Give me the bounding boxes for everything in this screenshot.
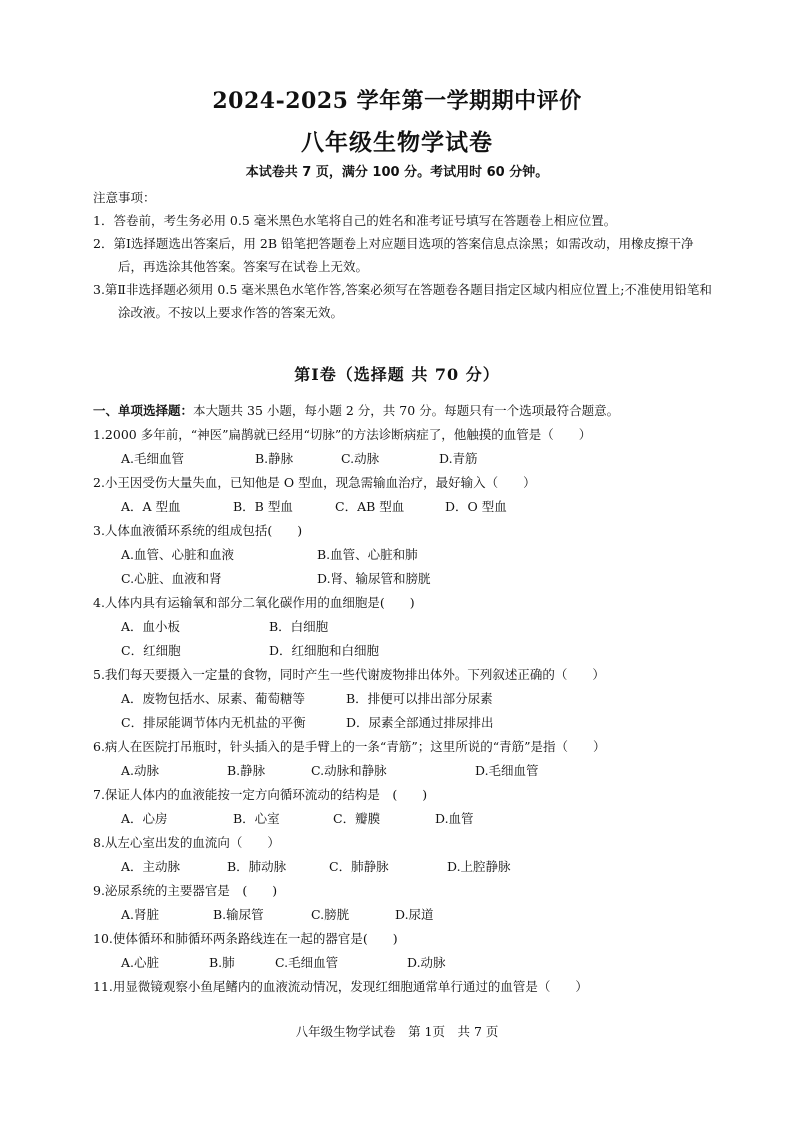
answer-option: C．瓣膜 bbox=[333, 811, 381, 826]
option-row bbox=[93, 495, 713, 519]
answer-option: A．心房 bbox=[121, 811, 168, 826]
answer-option: C．AB 型血 bbox=[335, 499, 405, 514]
exam-title: 2024-2025 学年第一学期期中评价 bbox=[212, 88, 582, 114]
answer-option: B．心室 bbox=[233, 811, 280, 826]
question-stem: 1.2000 多年前，“神医”扁鹊就已经用“切脉”的方法诊断病症了，他触摸的血管是（ ） bbox=[93, 427, 592, 442]
answer-option: D.动脉 bbox=[407, 955, 446, 970]
option-row bbox=[93, 903, 713, 927]
exam-info: 本试卷共 7 页，满分 100 分。考试用时 60 分钟。 bbox=[245, 165, 549, 180]
answer-option: B.静脉 bbox=[255, 451, 294, 466]
answer-option: B.输尿管 bbox=[213, 907, 264, 922]
section-intro bbox=[93, 399, 713, 423]
notes-section bbox=[93, 186, 713, 324]
answer-option: D.上腔静脉 bbox=[447, 859, 511, 874]
question-stem: 8.从左心室出发的血流向（ ） bbox=[93, 835, 280, 850]
answer-option: B.静脉 bbox=[227, 763, 266, 778]
answer-option: C．红细胞 bbox=[121, 643, 181, 658]
question-stem: 6.病人在医院打吊瓶时，针头插入的是手臂上的一条“青筋”；这里所说的“青筋”是指（ ） bbox=[93, 739, 606, 754]
section-intro-label: 一、单项选择题： bbox=[93, 403, 194, 418]
answer-option: B.肺 bbox=[209, 955, 235, 970]
notes-item: 1．答卷前，考生务必用 0.5 毫米黑色水笔将自己的姓名和准考证号填写在答题卷上相应位置。 bbox=[93, 213, 617, 228]
option-row bbox=[93, 687, 713, 711]
question-list bbox=[93, 399, 713, 999]
answer-option: A.心脏 bbox=[121, 955, 160, 970]
answer-option: C.毛细血管 bbox=[275, 955, 339, 970]
answer-option: B．白细胞 bbox=[269, 619, 329, 634]
answer-option: B．肺动脉 bbox=[227, 859, 287, 874]
answer-option: D.青筋 bbox=[439, 451, 478, 466]
option-row bbox=[93, 447, 713, 471]
option-row bbox=[93, 759, 713, 783]
answer-option: D．尿素全部通过排尿排出 bbox=[346, 715, 494, 730]
question-stem: 9.泌尿系统的主要器官是 ( ) bbox=[93, 883, 278, 898]
question-stem: 7.保证人体内的血液能按一定方向循环流动的结构是 ( ) bbox=[93, 787, 428, 802]
section-title: 第Ⅰ卷（选择题 共 70 分） bbox=[294, 365, 500, 384]
answer-option: C.动脉和静脉 bbox=[311, 763, 387, 778]
question-stem: 3.人体血液循环系统的组成包括( ) bbox=[93, 523, 303, 538]
answer-option: C．排尿能调节体内无机盐的平衡 bbox=[121, 715, 306, 730]
answer-option: D.肾、输尿管和膀胱 bbox=[317, 571, 431, 586]
option-row bbox=[93, 951, 713, 975]
option-row bbox=[93, 639, 713, 663]
answer-option: A.毛细血管 bbox=[121, 451, 185, 466]
answer-option: D.毛细血管 bbox=[475, 763, 539, 778]
exam-subject-title: 八年级生物学试卷 bbox=[301, 129, 493, 156]
notes-heading: 注意事项： bbox=[93, 190, 156, 205]
question-stem: 2.小王因受伤大量失血，已知他是 O 型血，现急需输血治疗，最好输入（ ） bbox=[93, 475, 536, 490]
answer-option: A．血小板 bbox=[121, 619, 181, 634]
question-stem: 5.我们每天要摄入一定量的食物，同时产生一些代谢废物排出体外。下列叙述正确的（ ） bbox=[93, 667, 605, 682]
answer-option: A.血管、心脏和血液 bbox=[121, 547, 235, 562]
answer-option: B.血管、心脏和肺 bbox=[317, 547, 418, 562]
notes-item: 2．第Ⅰ选择题选出答案后，用 2B 铅笔把答题卷上对应题目选项的答案信息点涂黑；如需改动，用橡皮擦干净后，再选涂其他答案。答案写在试卷上无效。 bbox=[93, 236, 694, 274]
option-row bbox=[93, 711, 713, 735]
answer-option: D.血管 bbox=[435, 811, 474, 826]
answer-option: D．红细胞和白细胞 bbox=[269, 643, 380, 658]
option-row bbox=[93, 543, 713, 567]
answer-option: C.心脏、血液和肾 bbox=[121, 571, 222, 586]
answer-option: B．B 型血 bbox=[233, 499, 293, 514]
question-stem: 11.用显微镜观察小鱼尾鳍内的血液流动情况，发现红细胞通常单行通过的血管是（ ） bbox=[93, 979, 588, 994]
question-stem: 4.人体内具有运输氧和部分二氧化碳作用的血细胞是( ) bbox=[93, 595, 415, 610]
option-row bbox=[93, 855, 713, 879]
answer-option: A.肾脏 bbox=[121, 907, 160, 922]
answer-option: C.膀胱 bbox=[311, 907, 350, 922]
answer-option: A．主动脉 bbox=[121, 859, 181, 874]
answer-option: D.尿道 bbox=[395, 907, 434, 922]
answer-option: A．废物包括水、尿素、葡萄糖等 bbox=[121, 691, 306, 706]
option-row bbox=[93, 807, 713, 831]
option-row bbox=[93, 615, 713, 639]
answer-option: C.动脉 bbox=[341, 451, 380, 466]
page-footer: 八年级生物学试卷 第 1页 共 7 页 bbox=[295, 1024, 499, 1039]
answer-option: B．排便可以排出部分尿素 bbox=[346, 691, 493, 706]
option-row bbox=[93, 567, 713, 591]
section-intro-text: 本大题共 35 小题，每小题 2 分，共 70 分。每题只有一个选项最符合题意。 bbox=[193, 403, 620, 418]
answer-option: D．O 型血 bbox=[445, 499, 507, 514]
answer-option: C．肺静脉 bbox=[329, 859, 389, 874]
notes-item: 3.第Ⅱ非选择题必须用 0.5 毫米黑色水笔作答,答案必须写在答题卷各题目指定区域内相应位置上;不准使用铅笔和涂改液。不按以上要求作答的答案无效。 bbox=[93, 282, 712, 320]
question-stem: 10.使体循环和肺循环两条路线连在一起的器官是( ) bbox=[93, 931, 398, 946]
answer-option: A．A 型血 bbox=[121, 499, 181, 514]
answer-option: A.动脉 bbox=[121, 763, 160, 778]
